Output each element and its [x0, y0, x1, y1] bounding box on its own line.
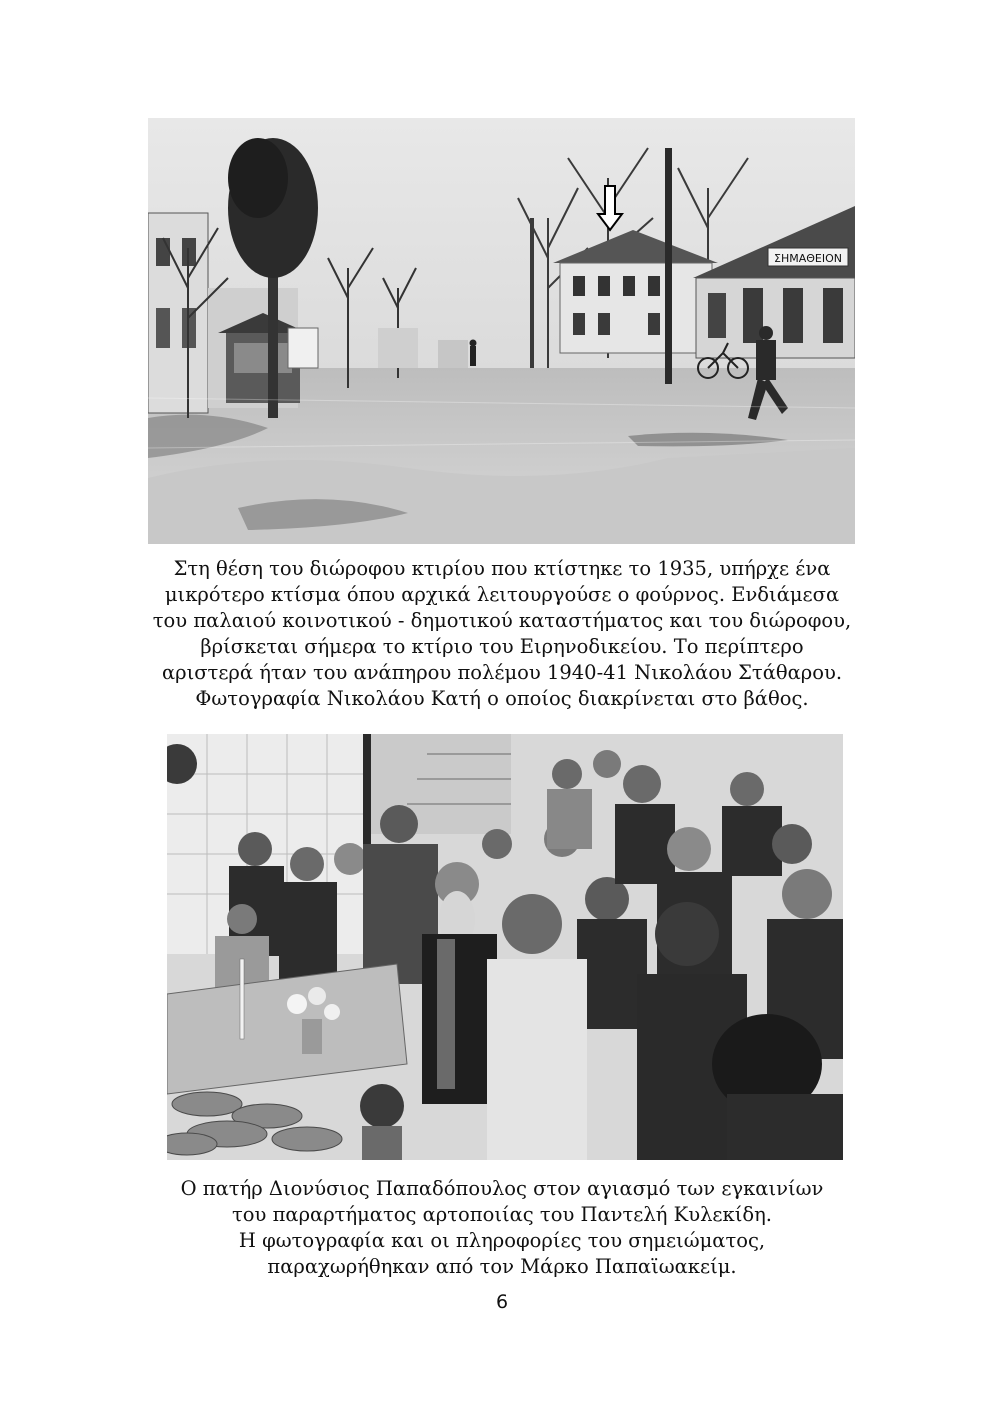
caption-top-line: του παλαιού κοινοτικού - δημοτικού καταστήματος και του διώροφου,	[152, 609, 852, 632]
page-number: 6	[495, 1291, 509, 1313]
caption-top-line: βρίσκεται σήμερα το κτίριο του Ειρηνοδικείου. Το περίπτερο	[200, 635, 804, 658]
caption-bottom-line: Η φωτογραφία και οι πληροφορίες του σημειώματος,	[238, 1229, 766, 1252]
street-photograph-drawing	[148, 118, 855, 544]
caption-top-line: Στη θέση του διώροφου κτιρίου που κτίστηκε το 1935, υπήρχε ένα	[173, 557, 831, 580]
shop-sign-text: ΣΗΜΑΘΕΙΟΝ	[774, 252, 842, 265]
caption-top-line: μικρότερο κτίσμα όπου αρχικά λειτουργούσε ο φούρνος. Ενδιάμεσα	[164, 583, 840, 606]
caption-top	[60, 556, 944, 712]
caption-bottom-line: του παραρτήματος αρτοποιίας του Παντελή Κυλεκίδη.	[232, 1203, 772, 1226]
ceremony-photograph-drawing	[167, 734, 843, 1160]
caption-top-line: αριστερά ήταν του ανάπηρου πολέμου 1940-41 Νικολάου Στάθαρου.	[161, 661, 843, 684]
ceremony-photograph	[167, 734, 843, 1160]
caption-bottom-line: Ο πατήρ Διονύσιος Παπαδόπουλος στον αγιασμό των εγκαινίων	[180, 1177, 824, 1200]
caption-bottom-line: παραχωρήθηκαν από τον Μάρκο Παπαϊωακείμ.	[267, 1255, 737, 1278]
caption-top-line: Φωτογραφία Νικολάου Κατή ο οποίος διακρίνεται στο βάθος.	[195, 687, 809, 710]
caption-bottom	[60, 1176, 944, 1280]
street-photograph	[148, 118, 855, 544]
